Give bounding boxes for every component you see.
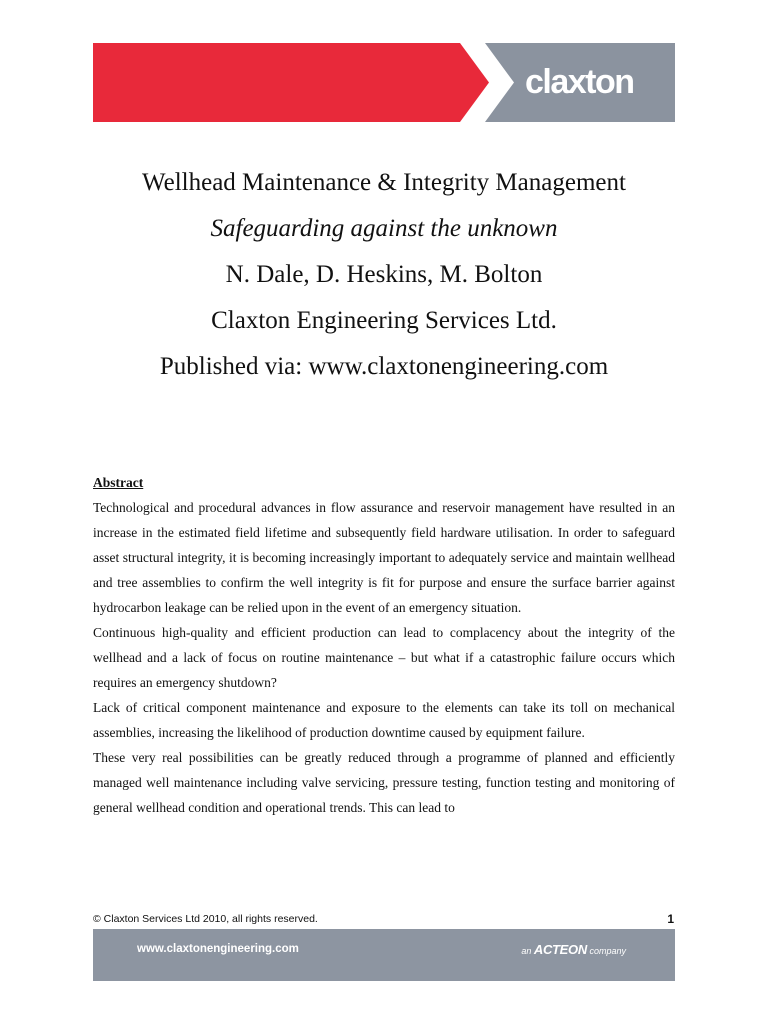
banner-red-arrow	[93, 43, 489, 122]
abstract-paragraph: Continuous high-quality and efficient production can lead to complacency about the integrity of the wellhead and a lack of focus on routine maintenance – but what if a catastrophic failure occurs which requires an emergency shutdown?	[93, 625, 675, 690]
document-subtitle: Safeguarding against the unknown	[210, 215, 558, 242]
abstract-paragraph: Technological and procedural advances in flow assurance and reservoir management have resulted in an increase in the estimated field lifetime and subsequently field hardware utilisation. In order to safeguard asset structural integrity, it is becoming increasingly important to adequately service and maintain wellhead and tree assemblies to confirm the well integrity is fit for purpose and ensure the surface barrier against hydrocarbon leakage can be relied upon in the event of an emergency situation.	[93, 500, 675, 615]
header-banner	[93, 43, 675, 122]
abstract-section	[93, 470, 675, 820]
abstract-paragraph: These very real possibilities can be greatly reduced through a programme of planned and efficiently managed well maintenance including valve servicing, pressure testing, function testing and monitoring of general wellhead condition and operational trends. This can lead to	[93, 750, 675, 815]
abstract-paragraph: Lack of critical component maintenance and exposure to the elements can take its toll on mechanical assemblies, increasing the likelihood of production downtime caused by equipment failure.	[93, 700, 675, 740]
acteon-company-logo	[521, 942, 626, 957]
authors: N. Dale, D. Heskins, M. Bolton	[225, 261, 543, 288]
footer-bar	[93, 929, 675, 981]
company-prefix: an	[521, 946, 532, 956]
abstract-heading: Abstract	[93, 475, 144, 490]
footer-url-link[interactable]: www.claxtonengineering.com	[137, 943, 299, 955]
page-number: 1	[667, 912, 674, 926]
acteon-wordmark: ACTEON	[533, 942, 587, 957]
claxton-logo: claxton	[525, 63, 634, 101]
title-block	[60, 160, 708, 390]
copyright-line	[93, 910, 675, 928]
organization: Claxton Engineering Services Ltd.	[211, 307, 557, 334]
document-title: Wellhead Maintenance & Integrity Management	[142, 169, 626, 196]
publication-line: Published via: www.claxtonengineering.com	[159, 353, 609, 380]
company-suffix: company	[589, 946, 626, 956]
copyright-text: © Claxton Services Ltd 2010, all rights reserved.	[93, 913, 318, 925]
